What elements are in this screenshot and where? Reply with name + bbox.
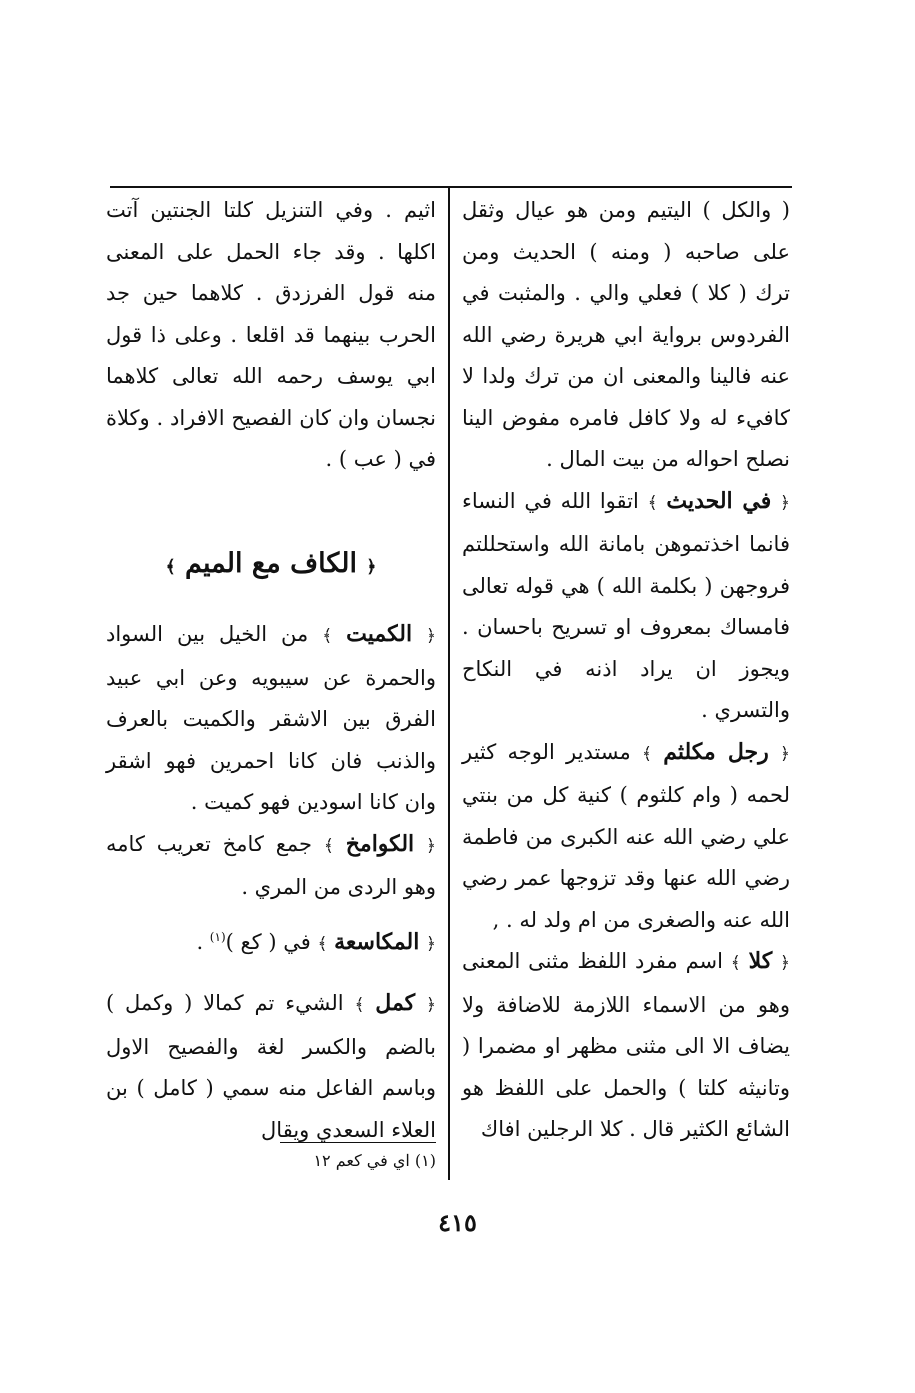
right-column [462, 190, 790, 1151]
ornament-open: ﴿ [366, 556, 377, 577]
section-title [106, 543, 436, 589]
entry-kamal [106, 983, 436, 1151]
column-divider [448, 188, 450, 1180]
ornament-open: ﴿ [426, 933, 436, 954]
entry-kila [462, 941, 790, 1151]
top-rule [110, 186, 792, 188]
headword: في الحديث [666, 487, 772, 514]
entry-text: اتقوا الله في النساء فانما اخذتموهن بامانة الله واستحللتم فروجهن ( بكلمة الله ) هي قوله تعالى فامساك بمعروف او تسريح باحسان . ويجوز ان يراد اذنه في النكاح والتسري . [462, 488, 790, 722]
entry-rajul-mukaltham [462, 732, 790, 942]
entry-text: مستدير الوجه كثير لحمه ( وام كلثوم ) كنية كل من بنتي علي رضي الله عنه الكبرى من فاطمة رضي الله عنها وقد تزوجها عمر رضي الله عنه والصغرى من ام ولد له . , [462, 739, 790, 932]
headword: المكاسعة [334, 928, 420, 955]
ornament-close: ﴾ [647, 492, 658, 513]
headword: الكوامخ [345, 830, 415, 857]
footnote: (١) اي في كعم ١٢ [313, 1151, 436, 1170]
ornament-close: ﴾ [323, 835, 334, 856]
ornament-close: ﴾ [317, 933, 328, 954]
section-title-text: الكاف مع الميم [185, 547, 357, 579]
headword: كمل [375, 990, 416, 1016]
entry-text: الشيء تم كمالا ( وكمل ) بالضم والكسر لغة والفصيح الاول وباسم الفاعل منه سمي ( كامل ) بن العلاء السعدي ويقال [106, 991, 436, 1142]
entry-kumait [106, 614, 436, 824]
ornament-close: ﴾ [165, 556, 176, 577]
ornament-open: ﴿ [780, 743, 790, 764]
ornament-open: ﴿ [780, 492, 790, 513]
entry-fil-hadith [462, 481, 790, 732]
paragraph-text: اثيم . وفي التنزيل كلتا الجنتين آتت اكلها . وقد جاء الحمل على المعنى منه قول الفرزدق . كلاهما حين جد الحرب بينهما قد اقلعا . وعلى ذا قول ابي يوسف رحمه الله تعالى كلاهما نجسان وان كان الفصيح الافراد . وكلاة في ( عب ) . [106, 198, 436, 471]
left-column [106, 190, 436, 1151]
headword: رجل مكلثم [663, 738, 769, 765]
footnote-rule [280, 1142, 436, 1143]
ornament-open: ﴿ [426, 995, 436, 1015]
entry-kull-paragraph [462, 190, 790, 481]
paragraph-text: ( والكل ) اليتيم ومن هو عيال وثقل على صاحبه ( ومنه ) الحديث ومن ترك ( كلا ) فعلي والي . والمثبت في الفردوس برواية ابي هريرة رضي الله عنه فالينا والمعنى ان من ترك ولدا لا كافيء له ولا كافل فامره مفوض الينا نصلح احواله من بيت المال . [462, 198, 790, 471]
ornament-close: ﴾ [322, 626, 333, 646]
entry-text: في ( كع ) [225, 929, 311, 954]
entry-text: من الخيل بين السواد والحمرة عن سيبويه وعن ابي عبيد الفرق بين الاشقر والكميت بالعرف والذنب فان كانا احمرين فهو اشقر وان كانا اسودين فهو كميت . [106, 622, 436, 814]
entry-text: اسم مفرد اللفظ مثنى المعنى وهو من الاسماء اللازمة للاضافة ولا يضاف الا الى مثنى مظهر او مضمرا ( وتانيثه كلتا ) والحمل على اللفظ هو الشائع الكثير قال . كلا الرجلين افاك [462, 949, 790, 1141]
ornament-close: ﴾ [730, 953, 741, 973]
headword: الكميت [346, 621, 413, 647]
ornament-open: ﴿ [426, 626, 436, 646]
ornament-open: ﴿ [426, 835, 436, 856]
entry-mukasaa [106, 917, 436, 966]
continuation-paragraph [106, 190, 436, 481]
ornament-close: ﴾ [642, 743, 652, 764]
entry-text: جمع كامخ تعريب كامه وهو الردى من المري . [106, 831, 436, 899]
page-number: ٤١٥ [438, 1208, 477, 1237]
ornament-open: ﴿ [780, 953, 790, 973]
entry-tail: . [196, 929, 210, 954]
headword: كلا [748, 948, 773, 974]
entry-kawamikh [106, 824, 436, 909]
ornament-close: ﴾ [354, 995, 365, 1015]
footnote-marker: (١) [209, 929, 226, 944]
